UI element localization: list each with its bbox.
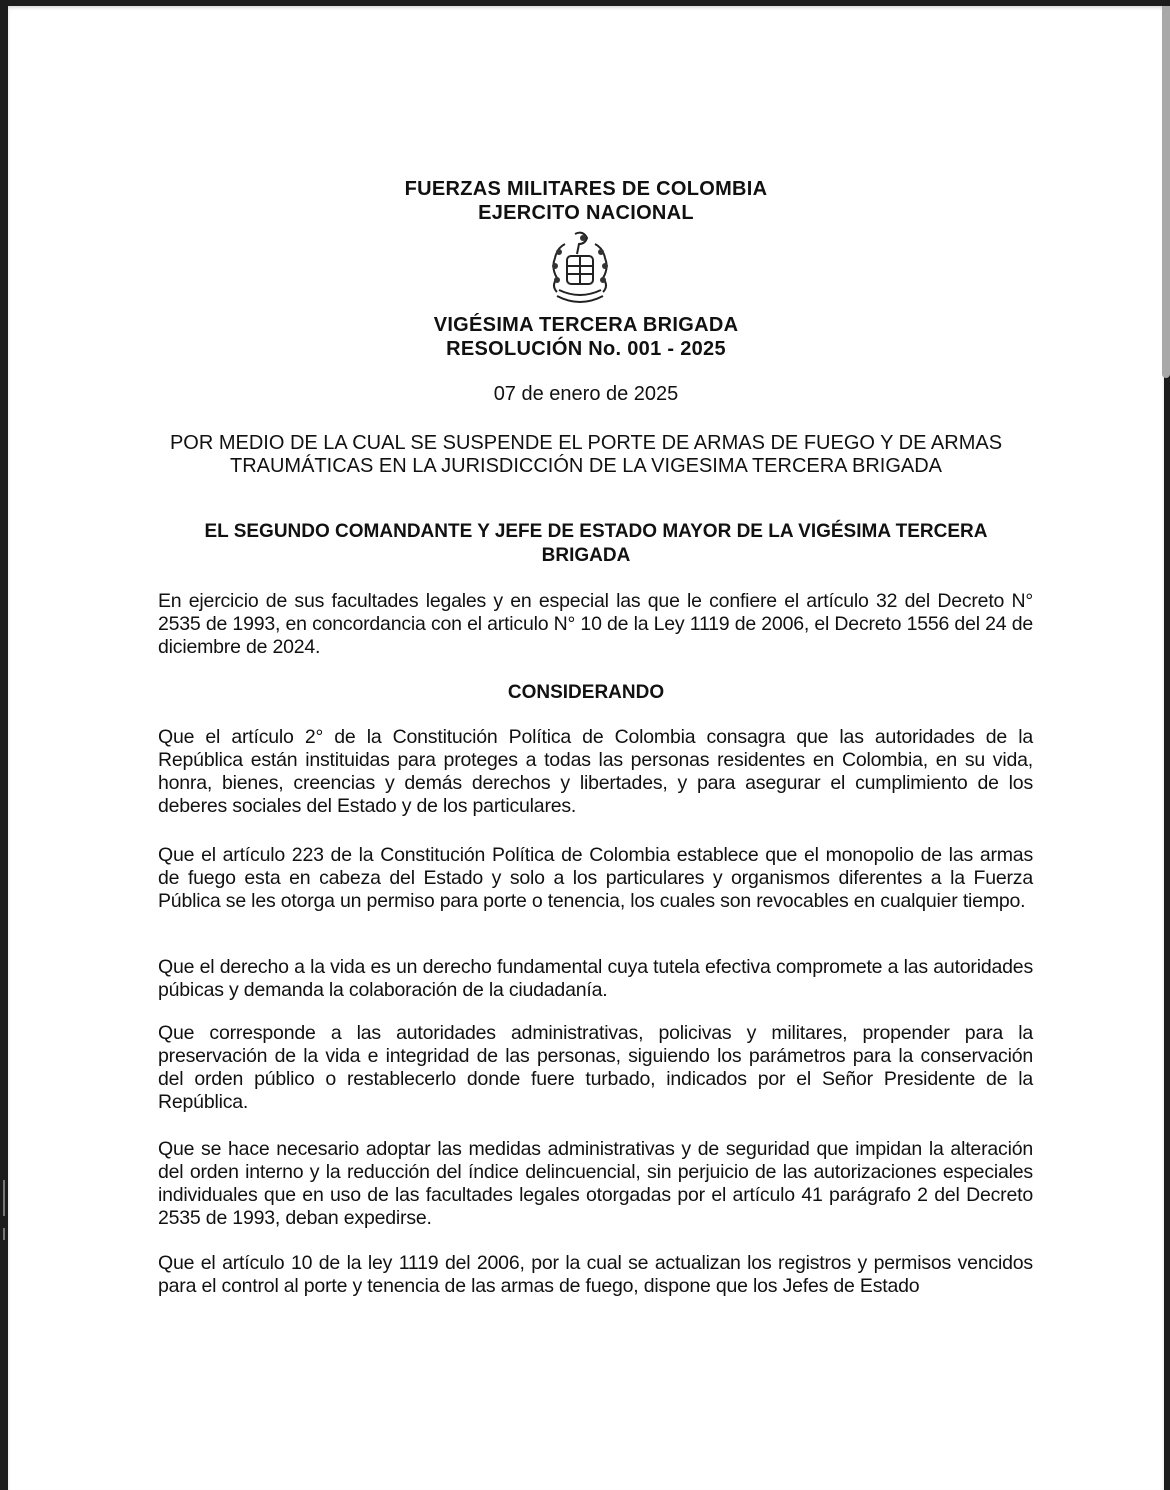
header-line-1: FUERZAS MILITARES DE COLOMBIA	[404, 178, 768, 200]
brigade-name: VIGÉSIMA TERCERA BRIGADA	[433, 314, 739, 336]
considerando-paragraph: Que el artículo 10 de la ley 1119 del 2006, por la cual se actualizan los registros y permisos vencidos para el control al porte y tenencia de las armas de fuego, dispone que los Jefes de Estado	[158, 1252, 1033, 1297]
title-line-1: POR MEDIO DE LA CUAL SE SUSPENDE EL PORTE DE ARMAS DE FUEGO Y DE ARMAS	[169, 432, 1003, 454]
considerando-paragraph: Que corresponde a las autoridades administrativas, policivas y militares, propender para la preservación de la vida e integridad de las personas, siguiendo los parámetros para la conservación del orden público o restablecerlo donde fuere turbado, indicados por el Señor Presidente de la República.	[158, 1022, 1033, 1113]
page-edge-mark	[3, 1228, 5, 1240]
page-edge-mark	[3, 1180, 5, 1216]
document-page	[8, 6, 1164, 1490]
resolution-number: RESOLUCIÓN No. 001 - 2025	[446, 338, 726, 360]
resolution-date: 07 de enero de 2025	[493, 383, 679, 405]
considerando-paragraph: Que el artículo 223 de la Constitución Política de Colombia establece que el monopolio de las armas de fuego esta en cabeza del Estado y solo a los particulares y organismos diferentes a la Fuerza Pública se les otorga un permiso para porte o tenencia, los cuales son revocables en cualquier tiempo.	[158, 844, 1033, 912]
authority-line-2: BRIGADA	[541, 545, 631, 566]
considerando-heading: CONSIDERANDO	[507, 682, 665, 703]
preamble-paragraph: En ejercicio de sus facultades legales y en especial las que le confiere el artículo 32 del Decreto N° 2535 de 1993, en concordancia con el articulo N° 10 de la Ley 1119 de 2006, el Decreto 1556 del 24 de diciembre de 2024.	[158, 590, 1033, 658]
authority-line-1: EL SEGUNDO COMANDANTE Y JEFE DE ESTADO MAYOR DE LA VIGÉSIMA TERCERA	[204, 521, 988, 542]
header-line-2: EJERCITO NACIONAL	[478, 202, 694, 224]
title-line-2: TRAUMÁTICAS EN LA JURISDICCIÓN DE LA VIGESIMA TERCERA BRIGADA	[229, 455, 942, 477]
vertical-scrollbar[interactable]	[1162, 6, 1170, 378]
considerando-paragraph: Que el derecho a la vida es un derecho fundamental cuya tutela efectiva compromete a las autoridades púbicas y demanda la colaboración de la ciudadanía.	[158, 956, 1033, 1001]
coat-of-arms-icon	[545, 230, 615, 310]
considerando-paragraph: Que se hace necesario adoptar las medidas administrativas y de seguridad que impidan la alteración del orden interno y la reducción del índice delincuencial, sin perjuicio de las autorizaciones especiales individuales que en uso de las facultades legales otorgadas por el artículo 41 parágrafo 2 del Decreto 2535 de 1993, deban expedirse.	[158, 1138, 1033, 1229]
considerando-paragraph: Que el artículo 2° de la Constitución Política de Colombia consagra que las autoridades de la República están instituidas para proteges a todas las personas residentes en Colombia, en su vida, honra, bienes, creencias y demás derechos y libertades, y para asegurar el cumplimiento de los deberes sociales del Estado y de los particulares.	[158, 726, 1033, 817]
